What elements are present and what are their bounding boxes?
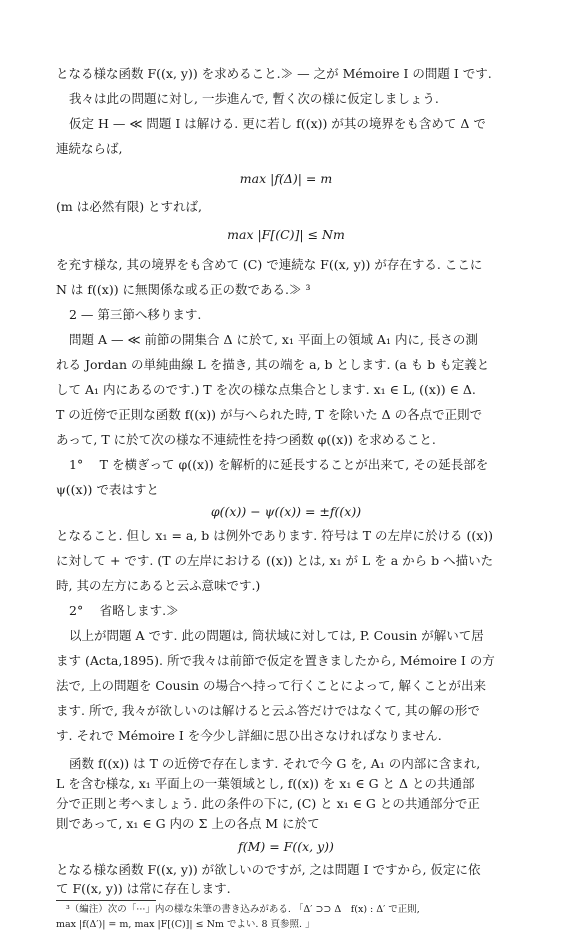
text-line: L を含む様な, x₁ 平面上の一葉領域とし, f((x)) を x₁ ∈ G と Δ との共通部: [56, 776, 475, 791]
text-line: T の近傍で正則な函数 f((x)) が与へられた時, T を除いた Δ の各点で正則で: [56, 407, 483, 422]
text-line: して A₁ 内にあるのです.) T を次の様な点集合とします. x₁ ∈ L, ((x)) ∈ Δ.: [56, 382, 476, 397]
text-line: となる様な函数 F((x, y)) が欲しいのですが, 之は問題 I ですから, 仮定に依: [56, 862, 481, 877]
text-line: て F((x, y)) は常に存在します.: [56, 881, 231, 896]
text-line: 時, 其の左方にあると云ふ意味です.): [56, 578, 261, 593]
text-line: 2 — 第三節へ移ります.: [69, 307, 202, 322]
text-line: 我々は此の問題に対し, 一歩進んで, 暫く次の様に仮定しましょう.: [69, 91, 439, 106]
text-line: 仮定 H — ≪ 問題 I は解ける. 更に若し f((x)) が其の境界をも含めて Δ で: [69, 116, 486, 131]
text-line: 分で正則と考へましょう. 此の条件の下に, (C) と x₁ ∈ G との共通部分で正: [56, 796, 480, 811]
text-line: ψ((x)) で表はすと: [56, 482, 159, 497]
text-line: ます (Acta,1895). 所で我々は前節で仮定を置きましたから, Mémoire I の方: [56, 653, 495, 668]
text-line: 則であって, x₁ ∈ G 内の Σ 上の各点 M に於て: [56, 816, 320, 831]
text-line: 函数 f((x)) は T の近傍で存在します. それで今 G を, A₁ の内部に含まれ,: [69, 756, 481, 771]
text-line: を充す様な, 其の境界をも含めて (C) で連続な F((x, y)) が存在する. ここに: [56, 257, 483, 272]
text-line: あって, T に於て次の様な不連続性を持つ函数 φ((x)) を求めること.: [56, 432, 436, 447]
equation: f(M) = F((x, y)): [238, 839, 334, 854]
text-line: す. それで Mémoire I を今少し詳細に思ひ出さなければなりません.: [56, 728, 442, 743]
text-line: N は f((x)) に無関係な或る正の数である.≫ ³: [56, 282, 311, 297]
text-line: 2° 省略します.≫: [69, 603, 179, 618]
text-line: 連続ならば,: [56, 141, 123, 156]
equation: φ((x)) − ψ((x)) = ±f((x)): [210, 504, 362, 519]
footnote-line: ³（編注）次の「···」内の様な朱筆の書き込みがある. 「Δ′ ⊃⊃ Δ f(x) : Δ′ で正則,: [66, 904, 420, 915]
text-line: に対して + です. (T の左岸における ((x)) とは, x₁ が L を a から b へ描いた: [56, 553, 494, 568]
text-line: 1° T を横ぎって φ((x)) を解析的に延長することが出来て, その延長部を: [69, 457, 489, 472]
footnote-line: max |f(Δ′)| = m, max |F[(C)]| ≤ Nm でよい. 8 頁参照. 」: [56, 919, 315, 930]
text-line: ます. 所で, 我々が欲しいのは解けると云ふ答だけではなくて, 其の解の形で: [56, 703, 480, 718]
text-line: (m は必然有限) とすれば,: [56, 199, 203, 214]
text-line: 法で, 上の問題を Cousin の場合へ持って行くことによって, 解くことが出来: [56, 678, 486, 693]
text-line: 問題 A — ≪ 前節の開集合 Δ に於て, x₁ 平面上の領域 A₁ 内に, 長さの測: [69, 332, 478, 347]
text-line: となること. 但し x₁ = a, b は例外であります. 符号は T の左岸に於ける ((x)): [56, 528, 494, 543]
equation: max |F[(C)]| ≤ Nm: [227, 227, 345, 242]
equation: max |f(Δ)| = m: [239, 171, 333, 186]
text-line: れる Jordan の単純曲線 L を描き, 其の端を a, b とします. (a も b も定義と: [56, 357, 490, 372]
text-line: となる様な函数 F((x, y)) を求めること.≫ — 之が Mémoire I の問題 I です.: [56, 66, 492, 81]
footnote-rule: [56, 900, 156, 901]
text-line: 以上が問題 A です. 此の問題は, 筒状域に対しては, P. Cousin が解いて居: [69, 628, 484, 643]
